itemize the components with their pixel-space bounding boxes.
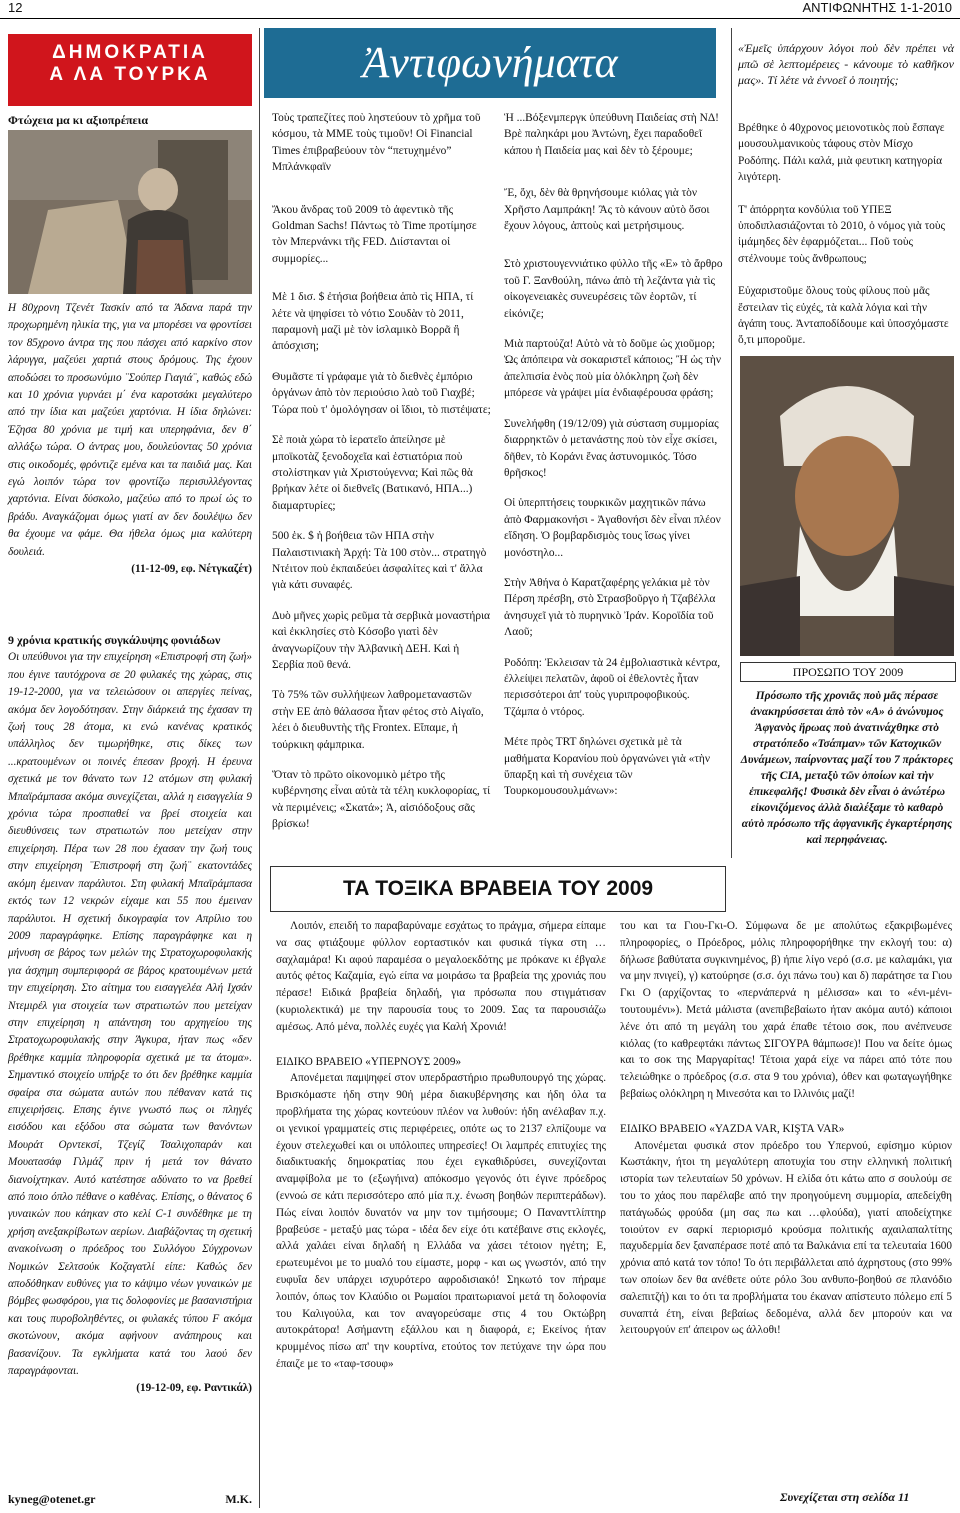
awards-title: ΤΑ ΤΟΞΙΚΑ ΒΡΑΒΕΙΑ ΤΟΥ 2009 [270, 866, 726, 912]
award-heading-1: ΕΙΔΙΚΟ ΒΡΑΒΕΙΟ «ΥΠΕΡΝΟΥΣ 2009» [276, 1055, 462, 1068]
awards-intro: Λοιπόν, επειδή το παραβαρύναμε εσχάτως το πράγμα, σήμερα είπαμε να σας φτιάξουμε φύλλον εορταστικόν και φυσικά τίγκα στη …σαχλαμάρα! Κι αφού παραμέσα ο μεγαλοεκδότης με πρόκανε κι έβγαλε αυτός φέτος Καζαμία, εγώ είπα να μοιράσω τα βραβεία της χρονιάς που πέρασε! Ειδικά βραβεία δηλαδή, για πρόσωπα που στιγμάτισαν (κυριολεκτικά) με την παρουσία τους το 2009. Σας τα παρουσιάζω αμέσως. Από μένα, πολλές ευχές για Καλή Χρονιά! [276, 920, 606, 1033]
award-heading-2: ΕΙΔΙΚΟ ΒΡΑΒΕΙΟ «YAZDA VAR, ΚΙŞTA VAR» [620, 1122, 845, 1135]
masthead: Ἀντιφωνήματα [264, 28, 716, 98]
banner-line-1: ΔΗΜΟΚΡΑΤΙΑ [52, 42, 208, 63]
item: Στὴν Ἀθήνα ὁ Καρατζαφέρης γελάκια μὲ τὸν Πέρση πρέσβη, στὸ Στρασβοῦργο ἡ Τζαβέλλα ἀνησυχεῖ γιὰ τὸ πυρηνικὸ Ἰράν. Κοροϊδία τοῦ Λαοῦ; [504, 576, 716, 639]
item: Στὸ χριστουγεννιάτικο φύλλο τῆς «Ε» τὸ ἄρθρο τοῦ Γ. Ξανθούλη, πάνω ἀπὸ τὴ λεζάντα γιὰ τὶς οἰκογενειακὲς συνευρέσεις τῶν ἑορτῶν, τί εἰκόνιζε; [504, 258, 723, 320]
column-1 [272, 110, 492, 847]
kicker: Φτώχεια μα κι αξιοπρέπεια [8, 113, 149, 127]
item: Τὸ 75% τῶν συλλήψεων λαθρομεταναστῶν στὴν ΕΕ ἀπὸ θάλασσα ἦταν φέτος στὸ Αἰγαῖο, λέει ὁ διευθυντὴς τῆς Frontex. Εἴπαμε, ἡ τούρκικη φάμπρικα. [272, 689, 484, 751]
column-2 [504, 110, 724, 814]
award-body-2: Απονέμεται φυσικά στον πρόεδρο του Υπερνού, εφίσημο κύριον Κωστάκην, ήτοι τη μεγαλύτερη αποτυχία του στην ελληνική πολιτική ιστορία των τελευταίων 50 χρόνων. Η ελίδα ότι κάτω απο σ σουλούμ σε του το χάος που παρέλαβε από την προηγούμενη συμμορία, απεδείχθη πατάγωδώς φρούδα (μη σας πω και …φλούδα), γιατί αποδείχτηκε τοιούτον εν σαρκί περιορισμό κρούσμα πολιτικής αχαιλαπαλτίτης παχυδερμία δεν ξαναπέρασε ποτέ από τα Βαλκάνια επί τα τελευταία 1600 χρόνια από κατά τον τόπο! Το ότι περιβάλλεται από άχρηστους (στο 99% των οποίων δεν θα ανέθετε ούτε ρόλο 3ου ανθυπο-βοηθού σε πλανόδιο σαλεπιτζή) και το ότι τα προβλήματα του έκαναν απίστευτο πόλεμο επί 5 συναπτά έτη, είναι βεβαίως δεδομένα, αλλά δεν μπορούν και να λειτουργούν επ' άπειρον ως άλλοθι! [620, 1139, 952, 1337]
banner-line-2: Α ΛΑ ΤΟΥΡΚΑ [49, 64, 211, 85]
continued-link[interactable]: Συνεχίζεται στη σελίδα 11 [780, 1490, 910, 1504]
profile-title: ΠΡΟΣΩΠΟ ΤΟΥ 2009 [740, 662, 956, 682]
item: Δυὸ μῆνες χωρὶς ρεῦμα τὰ σερβικὰ μοναστήρια καὶ ἐκκλησίες στὸ Κόσοβο γιατὶ δὲν ἀναγνωρίζουν τὴν Ἀλβανικὴ ΔΕΗ. Καὶ ἡ Σερβία ποῦ θενά. [272, 609, 491, 671]
item: Ἄκου ἄνδρας τοῦ 2009 τὸ ἀφεντικὸ τῆς Goldman Sachs! Πάντως τὸ Time προτίμησε τὸν Μπερνάνκι τῆς FED. Διίστανται οἱ συμμορίες... [272, 203, 477, 265]
item: Ὅταν τὸ πρῶτο οἰκονομικὸ μέτρο τῆς κυβέρνησης εἶναι αὐτὰ τὰ τέλη κυκλοφορίας, τί νὰ περιμένεις; «Σκατά»; Ἀ, αἰσιόδοξους σᾶς βρίσκω! [272, 769, 491, 831]
quote: «Ἐμεῖς ὑπάρχουν λόγοι ποὺ δὲν πρέπει νὰ μπῶ σὲ λεπτομέρειες - κάνουμε τὸ καθῆκον μας». Τί λέτε νὰ ἐννοεῖ ὁ ποιητής; [738, 41, 954, 87]
item: Ἔ, ὄχι, δὲν θὰ θρηνήσουμε κιόλας γιὰ τὸν Χρῆστο Λαμπράκη! Ἂς τὸ κάνουν αὐτὸ ὅσοι ἔχουν λόγους, ἀπτοὺς καὶ μετρήσιμους. [504, 187, 710, 233]
item: Ἡ ...Βόξενμπεργκ ὑπεύθυνη Παιδείας στὴ ΝΔ! Βρὲ παληκάρι μου Ἀντώνη, ἔχει παραδοθεῖ κάπου ἡ Παιδεία μας καὶ δὲν τὸ ξέρουμε; [504, 112, 719, 157]
item: Ροδόπη: Ἐκλεισαν τὰ 24 ἐμβολιαστικὰ κέντρα, ἐλλείψει πελατῶν, ἀφοῦ οἱ ἐθελοντὲς ἦταν περισσότεροι ἀπ' τοὺς γυριπροφοβικούς. Τζάμπα ὁ ντόρος. [504, 656, 721, 718]
footer-email[interactable]: kyneg@otenet.gr [8, 1492, 96, 1506]
top-rule [0, 18, 960, 19]
caption-text: Η 80χρονη Τζενέτ Τασκίν από τα Άδανα παρά την προχωρημένη ηλικία της, για να μπορέσει να φροντίσει τον 85χρονο άντρα της που πάσχει από καρκίνο στον λάρυγγα, μαζεύει χαρτιά στους δρόμους. Της έχουν αποδώσει το προσωνύμιο ¨Σούπερ Γιαγιά¨, καθώς εδώ και 10 χρόνια γυρνάει μ΄ ένα καροτσάκι μεγαλύτερο από την ίδια και μαζεύει χαρτόνια. Η ίδια δηλώνει: Έζησα 80 χρόνια με τιμή και υπερηφάνια, δεν θ΄ αλλάξω τώρα. Ο άντρας μου, δουλεύοντας 50 χρόνια στις οικοδομές, φρόντιζε εμένα και τα παιδιά μας. Και εγώ λοιπόν τώρα τον φροντίζω περισυλλέγοντας χαρτόνια. Είναι δύσκολο, μαζεύω από το πρωί ώς το βράδυ. Αναγκάζομαι όμως γιατί αν δεν δουλέψω δεν θα έχουμε να φάμε. Θα ήθελα όμως μια καλύτερη δουλειά. [8, 302, 252, 558]
portrait-photo [740, 356, 954, 656]
column-divider [259, 28, 260, 1508]
item: 500 ἑκ. $ ἡ βοήθεια τῶν ΗΠΑ στὴν Παλαιστινιακὴ Ἀρχή: Τὰ 100 στὸν... στρατηγὸ Ντέιτον ποὺ ἐκπαιδεύει ἀσφαλίτες καὶ τ' ἄλλα γιὰ κάτι συναφές. [272, 530, 487, 592]
column-divider [731, 28, 732, 858]
caption-source: (11-12-09, εφ. Νέτγκαζέτ) [131, 563, 252, 576]
awards-column-right [620, 918, 952, 1339]
item: Σὲ ποιὰ χώρα τὸ ἱερατεῖο ἀπείλησε μὲ μποϊκοτὰζ ξενοδοχεῖα καὶ ἑστιατόρια ποὺ στολίστηκαν γιὰ Χριστούγεννα; Καὶ πῶς θὰ βρήκαν λέτε οἱ διεθνεῖς (Βατικανό, ΗΠΑ...) διαμαρτυρίες; [272, 434, 473, 512]
street-photo [8, 130, 252, 294]
awards-continued: του και τα Γιου-Γκι-Ο. Σύμφωνα δε με απολύτως εξακριβωμένες πληροφορίες, ο Πρόεδρος, μόλις πληροφορήθηκε την εκλογή του: α) δήλωσε βαθύτατα συγκινημένος, β) ήπιε λίγο νερό (σ.σ. με καλαμάκι, για να μην πνιγεί), γ) κατούρησε (σ.σ. όχι πάνω του) και δ) παράτησε τα Γιου Γκι Ο (αρχίζοντας το «περνάπερνά η μέλισσα» και το «ένι-μένι-τουτουμένι»). Μετά μάλιστα (ανεπιβεβαίωτο ήταν ακόμα αυτό) κάποιοι λένε ότι από τη μεγάλη του χαρά έπαθε τέτοιο σοκ, που ανέπνευσε κιόλας (το καθρεφτάκι πάντως ΣΙΓΟΥΡΑ θάμπωσε)! Που να δείτε όμως και το σοκ της Μαργαρίτας! Τέτοια χαρά είχε να πάρει από τότε που τελειώθηκε ο πρόεδρος (σ.σ. στα 9 του χρόνια), όθεν και φωταγωγήθηκε βεβαίως ολόκληρη η Μινεσότα και το Ιλλινόις μαζί! [620, 920, 952, 1100]
item: Θυμᾶστε τί γράφαμε γιὰ τὸ διεθνὲς ἐμπόριο ὀργάνων ἀπὸ τὸν περιούσιο λαὸ τοῦ Γιαχβέ; Τώρα ποὺ τ' ὁμολόγησαν οἱ ἴδιοι, τὸ πιστέψατε; [272, 370, 491, 416]
award-body-1: Απονέμεται παμψηφεί στον υπερδραστήριο πρωθυπουργό της χώρας. Βρισκόμαστε ήδη στην 90ή μέρα διακυβέρνησης και ήδη όλα τα προβλήματα της χώρας κοντεύουν πλέον να λυθούν: ήδη ανέλαβαν π.χ. οι γενικοί γραμματείς στις περιφέρειες, οπότε ως το 2137 ελπίζουμε να έχουν στελεχωθεί και οι υπόλοιπες υπηρεσίες! Οι λαμπρές επιτυχίες της διαδικτυακής δημοκρατίας που έχει εγκαθιδρύσει, συνεχίζονται αναμφίβολα με το (εξωγήινα) απόκοσμο γεγονός ότι έγινε πρόεδρος (εννοώ σε κάτι περισσότερο από μία π.χ. ένωση βοηθών περιπτεράδων). Πώς είναι λοιπόν δυνατόν να μην τον τιμήσουμε; Ο Πανανττλίπτηρ βραβεύσε - μεταξύ μας τώρα - ιδέα δεν είχε ότι κατέβαινε στις εκλογές, αλλά χαλάει είναι δηλαδή η Ελλάδα να χάσει τέτοιον ηγέτη; Ε, ερωτευμένοι με το μυαλό του είμαστε, μορφ - και ως γνωστόν, από την ευφυΐα δεν υπάρχει ισχυρότερο αφροδισιακό! Σηκωτό τον πήραμε λοιπόν, όπως τον Κλαύδιο οι Ρωμαίοι πραιτωριανοί μετά τη δολοφονία του Καλιγούλα, και τον αναγορεύσαμε στις 4 του Οκτώβρη αυτοκράτορα! Ασήμαντη εξάλλου και η διαφορά, ε; Εκείνος ήταν κρυμμένος πίσω απ' την κουρτίνα, ετούτος τον πετύχανε την ώρα που έπαιζε με το «ταφ-τσουφ» [276, 1072, 606, 1370]
item: Συνελήφθη (19/12/09) γιὰ σύσταση συμμορίας διαρρηκτῶν ὁ μετανάστης ποὺ τὸν εἶχε σκίσει, δῆθεν, τὸ Κοράνι ἕνας ἀστυνομικός. Τόσο θρῆσκος! [504, 417, 719, 479]
article-cover-up-title: 9 χρόνια κρατικής συγκάλυψης φονιάδων [8, 633, 221, 647]
item: Μιὰ παρτούζα! Αὐτὸ νὰ τὸ δοῦμε ὡς χιοῦμορ; Ὡς ἀπόπειρα νὰ σοκαριστεῖ κάποιος; Ἢ ὡς τὴν ἀπελπισία ἑνὸς ποὺ μία ὁλόκληρη ζωὴ δὲν μπόρεσε νὰ γράψει μία ἐνδιαφέρουσα φράση; [504, 338, 721, 400]
item: Εὐχαριστοῦμε ὅλους τοὺς φίλους ποὺ μᾶς ἔστειλαν τὶς εὐχές, τὰ καλὰ λόγια καὶ τὴν ἀγάπη τους. Ἀνταποδίδουμε καὶ ὑποσχόμαστε ὅ,τι μποροῦμε. [738, 285, 949, 347]
item: Μέτε πρὸς TRT δηλώνει σχετικὰ μὲ τὰ μαθήματα Κορανίου ποὺ ὀργανώνει γιὰ «τὴν ὕπαρξη καὶ τὴ συνέχεια τῶν Τουρκομουσουλμάνων»: [504, 736, 711, 798]
awards-column-left [276, 918, 606, 1373]
article-cover-up-body: Οι υπεύθυνοι για την επιχείρηση «Επιστροφή στη ζωή» που έγινε ταυτόχρονα σε 20 φυλακές της χώρας, στις 19-12-2000, για να τελειώσουν οι απεργίες πείνας, ακόμα δεν λογοδότησαν. Στην διάρκειά της έχασαν τη ζωή τους 28 άτομα, κι ενώ κανένας κρατικός υπάλληλος δεν τιμωρήθηκε, στις δίκες των ...κρατουμένων οι ποινές έπεσαν βροχή. Η έρευνα σχετικά με τον θάνατο των 12 ατόμων στη φυλακή Μπαϊράμπασα ακόμα συνεχίζεται, αλλά η εισαγγελία 9 χρόνια τώρα προσπαθεί να βρεί στοιχεία και διευθύνσεις των στρατιωτών που μετείχαν στην επιχείρηση. Πέρα των 28 που έχασαν την ζωή τους στην επιχείρηση ¨Επιστροφή στη ζωή¨ εκατοντάδες ακόμη έμειναν παράλυτοι. Στη φυλακή Μπαϊράμπασα εκτός των 12 νεκρών είχαμε και 55 που έμειναν παράλυτοι. Η σχετική δικογραφία τον Απρίλιο του 2009 παραγράφηκε. Επίσης παραγράφηκε και η μήνυση σε βάρος των μελών της Στρατοχωροφυλακής για άσχημη συμπεριφορά σε βάρος κρατουμένων μετά την επιχείρηση. Στο αίτημα του εισαγγελέα Αλή Ιχσάν Ντεμιρέλ για στοιχεία των στρατιωτών που μετείχαν στην επιχείρηση η απάντηση του αρχηγείου της Στρατοχωροφυλακής στην Άγκυρα, ήταν πως «δεν βρέθηκε καμμία πληροφορία σχετικά με τα άτομα». Σημαντικό στοιχείο υπήρξε το ότι δεν βρέθηκε καμμία σφαίρα στα σώματα αυτών που πέθαναν κατά τις επιχειρήσεις. Επσης έγινε γνωστό πως οι πληγές εισόδου και εξόδου στα σώματα των θανόντων Μουράτ Ορντεκσί, Τζεγίζ Τσαλιχοπαράν και Μουατασάφ Γιλμάζ πριν ή μετά τον θάνατο διανοίχτηκαν. Αυτό κατέστησε αδύνατο το να βρεθεί από ποιο όπλο πέθανε ο καθένας. Επίσης, ο θάνατος 6 γυναικών που κάηκαν στο κελί C-1 συνδέθηκε με τη χρήση ανεξακρίβωτων αερίων. Διαβάζοντας τη σχετική ανακοίνωση ο πρόεδρος του Συλλόγου Σύγχρονων Νομικών Σελτσούκ Κοζαγατλί είπε: Καθώς δεν αποδόθηκαν ευθύνες για το κάψιμο νέων γυναικών με βόμβες φωσφόρου, για τις δολοφονίες με βασανιστήρια και τους πυροβοληθέντες, οι φυλακές τύπου F ακόμα σκοτώνουν, ακόμα αφήνουν ανάπηρους και βασανίζουν. Τα εγκλήματα κατά του λαού δεν παραγράφονται. [8, 651, 252, 1378]
running-title: ΑΝΤΙΦΩΝΗΤΗΣ 1-1-2010 [802, 0, 952, 15]
article-cover-up [8, 632, 252, 1398]
item: Μὲ 1 δισ. $ ἐτήσια βοήθεια ἀπὸ τὶς ΗΠΑ, τί λέτε νὰ ψηφίσει τὸ νότιο Σουδὰν τὸ 2011, παραμονὴ μαζὶ μὲ τὸν ἰσλαμικὸ Βορρᾶ ἢ ἀπόσχιση; [272, 291, 474, 353]
profile-text: Πρόσωπο τῆς χρονιᾶς ποὺ μᾶς πέρασε ἀνακηρύσσεται ἀπὸ τὸν «Α» ὁ ἀνώνυμος Ἀφγανὸς ἥρωας ποὺ ἀνατινάχθηκε στὸ στρατόπεδο «Τσάπμαν» τῶν Κατοχικῶν Δυνάμεων, παίρνοντας μαζί του 7 πράκτορες τῆς CIA, μεταξὺ τῶν ὁποίων καὶ τὴν ἐπικεφαλῆς! Φυσικὰ δὲν εἶναι ὁ ἀνώτέρω εἰκονιζόμενος ἀλλὰ διαλέξαμε τὸ καθαρὸ αὐτὸ πρόσωπο τῆς ἀφγανικῆς ἐγκαρτέρησης καὶ περηφάνειας. [740, 690, 954, 846]
item: Τοὺς τραπεζίτες ποὺ ληστεύουν τὸ χρῆμα τοῦ κόσμου, τὰ ΜΜΕ τοὺς τιμοῦν! Οἱ Financial Times ἐπιβραβεύουν τὸν “πετυχημένο” Μπλάνκφαϊν [272, 112, 481, 174]
article-cover-up-source: (19-12-09, εφ. Ραντικάλ) [136, 1382, 252, 1395]
footer-signature: Μ.Κ. [225, 1492, 252, 1506]
footer [8, 1492, 252, 1507]
item: Τ' ἀπόρρητα κονδύλια τοῦ ΥΠΕΞ ὑποδιπλασιάζονται τὸ 2010, ὁ νόμος γιὰ τοὺς ἰμάμηδες δὲν ἐφαρμόζεται... Ποῦ τοὺς στέλνουμε τοὺς ἄνθρωπους; [738, 203, 946, 265]
page-number: 12 [8, 0, 23, 15]
photo-caption [8, 300, 252, 579]
item: Βρέθηκε ὁ 40χρονος μειονοτικὸς ποὺ ἔσπαγε μουσουλμανικοὺς τάφους στὸν Μίσχο Ροδόπης. Πάλι καλά, μιὰ φευτικη κατηγορία λιγότερη. [738, 122, 945, 184]
item: Οἱ ὑπερπτήσεις τουρκικῶν μαχητικῶν πάνω ἀπὸ Φαρμακονήσι - Ἀγαθονήσι δὲν εἶναι πλέον εἴδηση. Ὁ βομβαρδισμὸς τους ἴσως γίνει μονόστηλο... [504, 497, 721, 559]
section-banner [8, 34, 252, 106]
column-3 [738, 120, 954, 365]
